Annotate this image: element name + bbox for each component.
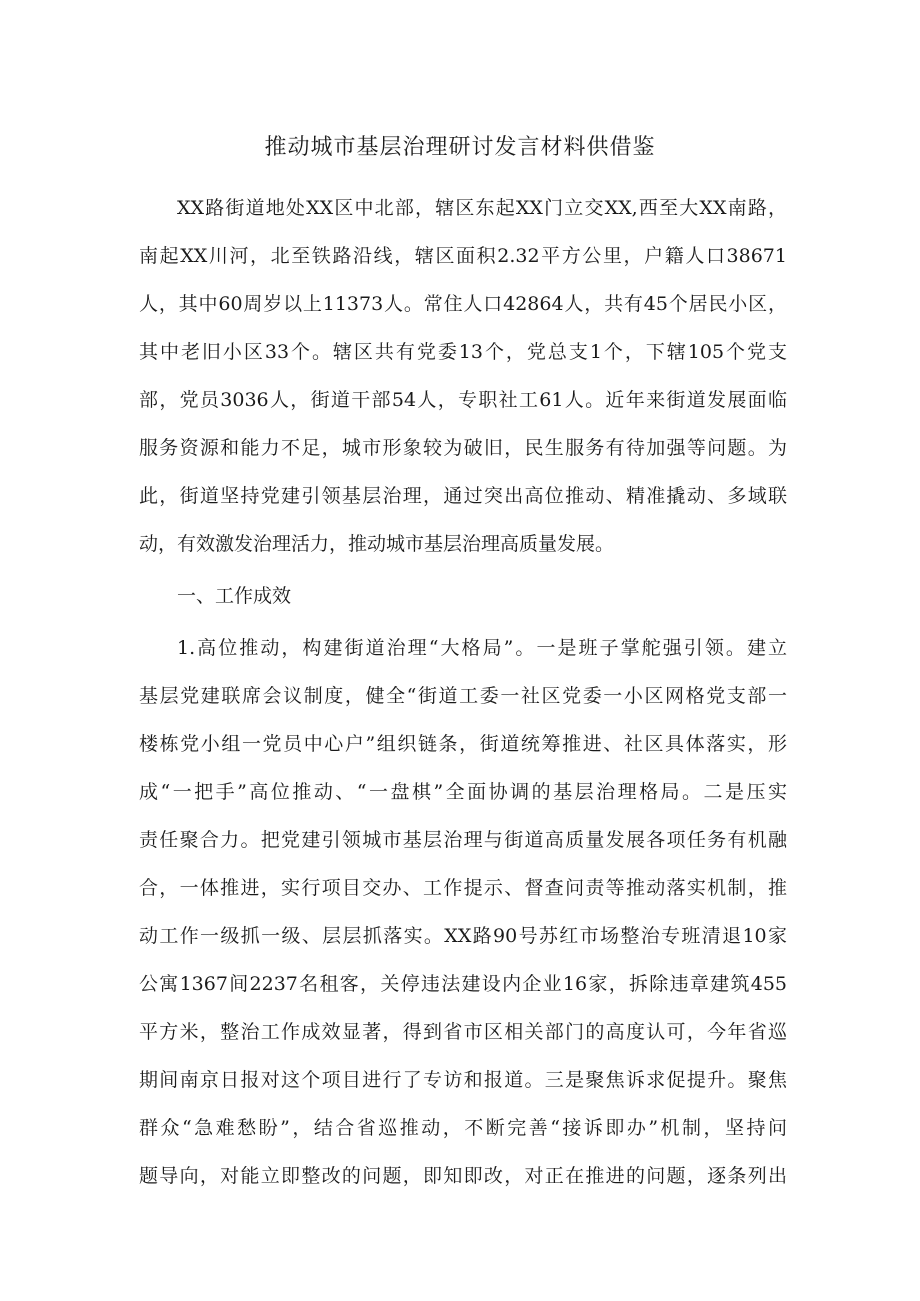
paragraph-1-line: 人，其中60周岁以上11373人。常住人口42864人，共有45个居民小区，: [139, 293, 787, 315]
paragraph-2-line: 成“一把手”高位推动、“一盘棋”全面协调的基层治理格局。二是压实: [139, 781, 787, 803]
paragraph-1-line: XX路街道地处XX区中北部，辖区东起XX门立交XX,西至大XX南路，: [177, 197, 787, 219]
paragraph-2-line: 楼栋党小组一党员中心户”组织链条，街道统筹推进、社区具体落实，形: [139, 733, 787, 755]
paragraph-1-line: 南起XX川河，北至铁路沿线，辖区面积2.32平方公里，户籍人口38671: [139, 245, 787, 267]
paragraph-2-line: 群众“急难愁盼”，结合省巡推动，不断完善“接诉即办”机制，坚持问: [139, 1117, 787, 1139]
paragraph-1-line: 动，有效激发治理活力，推动城市基层治理高质量发展。: [139, 533, 615, 555]
paragraph-2-line: 责任聚合力。把党建引领城市基层治理与街道高质量发展各项任务有机融: [139, 829, 787, 851]
paragraph-1-line: 此，街道坚持党建引领基层治理，通过突出高位推动、精准撬动、多域联: [139, 485, 787, 507]
paragraph-2-line: 动工作一级抓一级、层层抓落实。XX路90号苏红市场整治专班清退10家: [139, 925, 787, 947]
document-title: 推动城市基层治理研讨发言材料供借鉴: [264, 135, 656, 160]
paragraph-2-line: 合，一体推进，实行项目交办、工作提示、督查问责等推动落实机制，推: [139, 877, 787, 899]
paragraph-2-line: 期间南京日报对这个项目进行了专访和报道。三是聚焦诉求促提升。聚焦: [139, 1069, 787, 1091]
paragraph-1-line: 其中老旧小区33个。辖区共有党委13个，党总支1个，下辖105个党支: [139, 341, 787, 363]
paragraph-2-line: 题导向，对能立即整改的问题，即知即改，对正在推进的问题，逐条列出: [139, 1165, 787, 1187]
paragraph-1-line: 服务资源和能力不足，城市形象较为破旧，民生服务有待加强等问题。为: [139, 437, 787, 459]
paragraph-1-line: 部，党员3036人，街道干部54人，专职社工61人。近年来街道发展面临: [139, 389, 787, 411]
paragraph-2-line: 公寓1367间2237名租客，关停违法建设内企业16家，拆除违章建筑455: [139, 973, 787, 995]
paragraph-2-line: 1.高位推动，构建街道治理“大格局”。一是班子掌舵强引领。建立: [177, 637, 787, 659]
paragraph-2-line: 平方米，整治工作成效显著，得到省市区相关部门的高度认可，今年省巡: [139, 1021, 787, 1043]
section-heading: 一、工作成效: [177, 585, 292, 607]
paragraph-2-line: 基层党建联席会议制度，健全“街道工委一社区党委一小区网格党支部一: [139, 685, 787, 707]
